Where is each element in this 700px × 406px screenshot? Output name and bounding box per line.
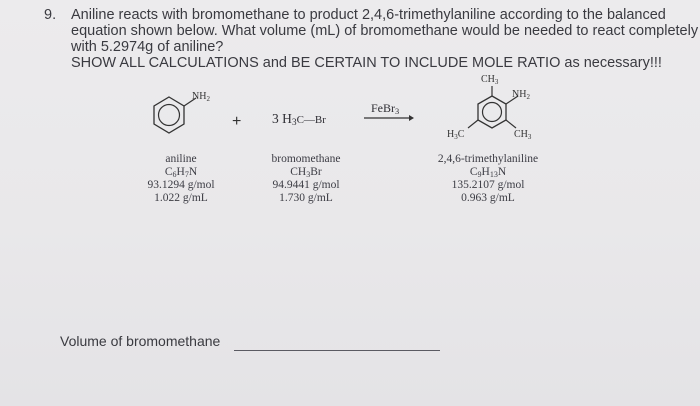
aniline-info	[141, 153, 221, 205]
aniline-formula: $C_6H_7N$	[164, 166, 198, 179]
bromomethane-info	[258, 153, 354, 205]
question-line-2: equation shown below. What volume (mL) of bromomethane would be needed to react completely	[71, 23, 699, 39]
product-ch3-right-label: $CH_3$	[514, 129, 532, 141]
product-h3c-left-label: $H_3C$	[447, 129, 465, 141]
catalyst-label: FeBr$_3$	[371, 101, 400, 116]
bromomethane-formula: $CH_3Br$	[290, 166, 322, 179]
question-number: 9.	[44, 7, 57, 23]
product-info	[420, 153, 556, 205]
aniline-nh2-label: $NH_2$	[192, 91, 210, 103]
bromomethane-density: 1.730 g/mL	[279, 192, 333, 204]
answer-label: Volume of bromomethane	[60, 333, 221, 349]
plus-sign: +	[232, 113, 242, 130]
aniline-structure	[140, 92, 200, 138]
reaction-arrow	[364, 113, 414, 123]
product-name: 2,4,6-trimethylaniline	[437, 153, 539, 165]
product-ch3-top-label: $CH_3$	[481, 74, 499, 86]
bromomethane-reagent: 3 $H_3C—Br$	[272, 111, 326, 128]
product-nh2-label: $NH_2$	[512, 89, 530, 101]
aniline-density: 1.022 g/mL	[154, 192, 208, 204]
aniline-name: aniline	[165, 153, 197, 165]
product-formula: $C_9H_{13}N$	[469, 166, 507, 179]
product-density: 0.963 g/mL	[461, 192, 515, 204]
answer-blank-line[interactable]	[234, 350, 440, 351]
bromomethane-molar-mass: 94.9441 g/mol	[272, 179, 340, 191]
bromomethane-name: bromomethane	[271, 153, 341, 165]
product-molar-mass: 135.2107 g/mol	[451, 179, 525, 191]
question-instructions: SHOW ALL CALCULATIONS and BE CERTAIN TO INCLUDE MOLE RATIO as necessary!!!	[71, 55, 662, 71]
question-line-3: with 5.2974g of aniline?	[71, 39, 224, 55]
aniline-molar-mass: 93.1294 g/mol	[147, 179, 215, 191]
question-line-1: Aniline reacts with bromomethane to product 2,4,6-trimethylaniline according to the balanced	[71, 7, 666, 23]
